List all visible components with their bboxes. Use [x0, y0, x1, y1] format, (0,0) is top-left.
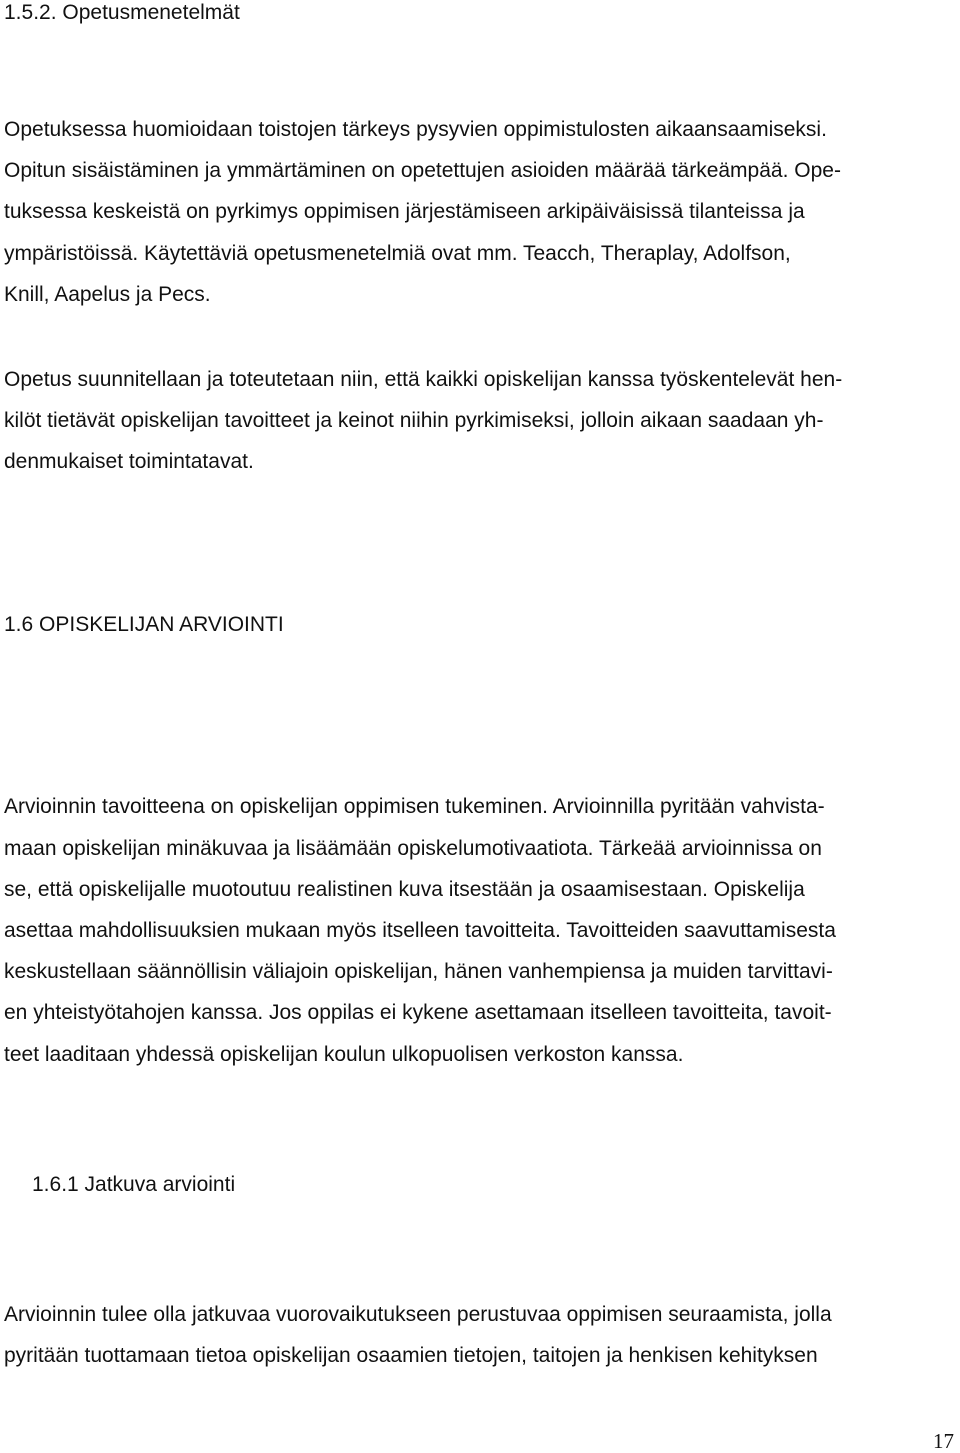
text-line: asettaa mahdollisuuksien mukaan myös itselleen tavoitteita. Tavoitteiden saavuttamisesta [4, 919, 836, 942]
text-line: Opetuksessa huomioidaan toistojen tärkeys pysyvien oppimistulosten aikaansaamiseksi. [4, 118, 827, 141]
text-line: pyritään tuottamaan tietoa opiskelijan osaamien tietojen, taitojen ja henkisen kehityksen [4, 1344, 818, 1367]
text-line: tuksessa keskeistä on pyrkimys oppimisen järjestämiseen arkipäiväisissä tilanteissa ja [4, 200, 805, 223]
text-line: Arvioinnin tulee olla jatkuvaa vuorovaikutukseen perustuvaa oppimisen seuraamista, jolla [4, 1303, 832, 1326]
text-line: se, että opiskelijalle muotoutuu realistinen kuva itsestään ja osaamisestaan. Opiskelija [4, 878, 805, 901]
text-line: keskustellaan säännöllisin väliajoin opiskelijan, hänen vanhempiensa ja muiden tarvittavi- [4, 960, 833, 983]
text-line: denmukaiset toimintatavat. [4, 450, 254, 473]
text-line: kilöt tietävät opiskelijan tavoitteet ja keinot niihin pyrkimiseksi, jolloin aikaan saadaan yh- [4, 409, 824, 432]
text-line: en yhteistyötahojen kanssa. Jos oppilas ei kykene asettamaan itselleen tavoitteita, tavoit- [4, 1001, 832, 1024]
text-line: ympäristöissä. Käytettäviä opetusmenetelmiä ovat mm. Teacch, Theraplay, Adolfson, [4, 242, 791, 265]
section-heading-1-6: 1.6 OPISKELIJAN ARVIOINTI [4, 613, 284, 636]
text-line: maan opiskelijan minäkuvaa ja lisäämään opiskelumotivaatiota. Tärkeää arvioinnissa on [4, 837, 822, 860]
text-line: Knill, Aapelus ja Pecs. [4, 283, 211, 306]
text-line: Arvioinnin tavoitteena on opiskelijan oppimisen tukeminen. Arvioinnilla pyritään vahvista- [4, 795, 825, 818]
section-heading-1-5-2: 1.5.2. Opetusmenetelmät [4, 1, 240, 24]
text-line: Opetus suunnitellaan ja toteutetaan niin, että kaikki opiskelijan kanssa työskentelevät hen- [4, 368, 843, 391]
text-line: Opitun sisäistäminen ja ymmärtäminen on opetettujen asioiden määrää tärkeämpää. Ope- [4, 159, 841, 182]
text-line: teet laaditaan yhdessä opiskelijan koulun ulkopuolisen verkoston kanssa. [4, 1043, 684, 1066]
page-number: 17 [933, 1429, 954, 1453]
section-heading-1-6-1: 1.6.1 Jatkuva arviointi [32, 1173, 236, 1196]
